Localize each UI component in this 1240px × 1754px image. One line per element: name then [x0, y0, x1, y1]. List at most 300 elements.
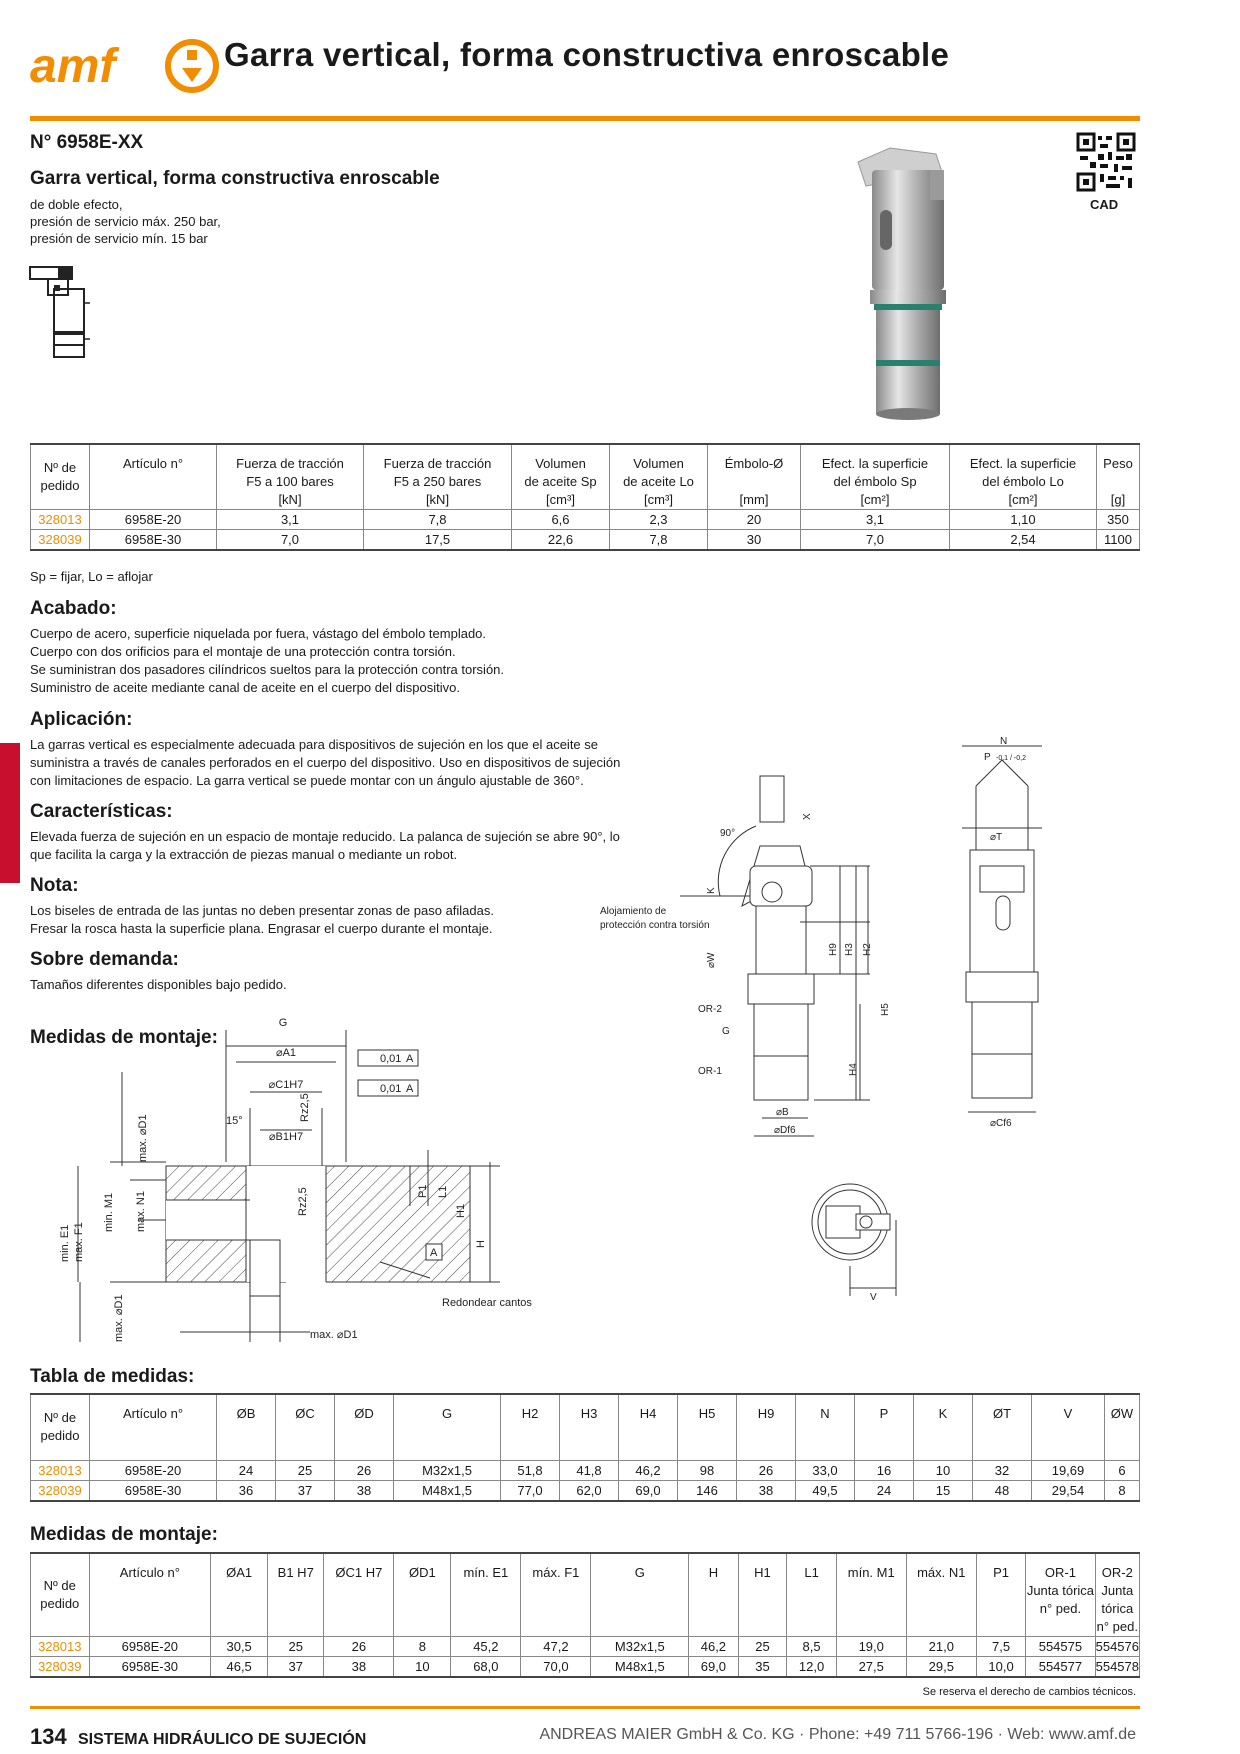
header-lines [1096, 1554, 1139, 1636]
footer-section: SISTEMA HIDRÁULICO DE SUJECIÓN [78, 1731, 367, 1748]
tolerance-datum-1: A [406, 1053, 414, 1065]
col-header [31, 444, 90, 510]
header-lines [801, 445, 949, 509]
table-cell: 554577 [1026, 1657, 1095, 1678]
col-header [973, 1394, 1032, 1460]
header-text: [cm²] [860, 492, 890, 507]
table-cell: 6,6 [512, 510, 610, 530]
legend-text: Sp = fijar, Lo = aflojar [30, 569, 153, 584]
header-text: Efect. la superficie [821, 456, 929, 471]
label-B: ⌀B [776, 1107, 789, 1118]
table-cell: 12,0 [787, 1657, 836, 1678]
section-body-nota [30, 902, 494, 938]
section-title-montaje: Medidas de montaje: [30, 1027, 218, 1048]
side-view-drawing [600, 736, 1140, 1136]
table-cell: 6958E-20 [90, 1460, 217, 1480]
table-cell: 1,10 [950, 510, 1097, 530]
header-text: ØC1 H7 [335, 1565, 383, 1580]
table-cell: 29,5 [906, 1657, 976, 1678]
label-H4: H4 [848, 1063, 859, 1076]
body-line: suministra a través de canales perforados en el cuerpo del dispositivo. Uso en dispositivos de sujeción [30, 755, 621, 770]
header-lines [364, 445, 511, 509]
col-header [211, 1553, 268, 1637]
header-lines [324, 1554, 393, 1582]
label-V: V [870, 1292, 877, 1303]
col-header [689, 1553, 738, 1637]
table-cell: 146 [678, 1480, 737, 1501]
label-OR2: OR-2 [698, 1004, 722, 1015]
table-cell: 7,0 [801, 530, 950, 551]
section-body-acabado [30, 625, 504, 697]
mounting-table [30, 1552, 1140, 1678]
label-B1: ⌀B1H7 [268, 1131, 304, 1143]
section-body-demanda [30, 976, 287, 994]
table-cell: 51,8 [501, 1460, 560, 1480]
header-lines [521, 1554, 590, 1582]
footer-notice: Se reserva el derecho de cambios técnicos. [922, 1686, 1136, 1698]
header-text [708, 473, 800, 491]
header-text: del émbolo Sp [833, 474, 917, 489]
header-text: [cm³] [644, 492, 673, 507]
qr-code-icon[interactable] [1076, 132, 1136, 192]
header-text: L1 [804, 1565, 819, 1580]
header-lines [512, 445, 609, 509]
col-header [217, 444, 364, 510]
col-header [364, 444, 512, 510]
header-lines [907, 1554, 976, 1582]
label-H2: H2 [862, 943, 873, 956]
table-cell: 8,5 [787, 1637, 836, 1657]
body-line: Cuerpo de acero, superficie niquelada por fuera, vástago del émbolo templado. [30, 626, 487, 641]
header-text: H4 [639, 1406, 657, 1421]
label-minM1: min. M1 [103, 1192, 115, 1232]
amf-logo-graphic [30, 38, 220, 94]
table-cell: 41,8 [560, 1460, 619, 1480]
table-cell: 33,0 [796, 1460, 855, 1480]
side-tab-marker [0, 743, 20, 883]
dimension-table [30, 1393, 1140, 1502]
header-lines [950, 445, 1096, 509]
amf-logo [30, 38, 220, 94]
header-lines [1097, 445, 1139, 509]
header-text: mín. M1 [847, 1565, 895, 1580]
body-line: Tamaños diferentes disponibles bajo pedido. [30, 977, 287, 992]
table-cell: 20 [708, 510, 801, 530]
section-title-nota: Nota: [30, 875, 79, 896]
body-line: Los biseles de entrada de las juntas no deben presentar zonas de paso afiladas. [30, 903, 494, 918]
header-text: OR-1 [1044, 1565, 1076, 1580]
label-rz-upper: Rz2,5 [299, 1093, 311, 1122]
label-angle15: 15° [226, 1115, 243, 1127]
label-angle90: 90° [720, 828, 736, 839]
table-cell: M48x1,5 [394, 1480, 501, 1501]
label-L1: L1 [437, 1185, 449, 1198]
header-text: ØT [992, 1406, 1012, 1421]
label-K: K [706, 887, 717, 894]
table-row [31, 530, 1140, 551]
mounting-drawing [50, 1012, 540, 1352]
header-text: de aceite Lo [623, 474, 694, 489]
header-text: del émbolo Lo [982, 474, 1064, 489]
col-header [31, 1553, 90, 1637]
col-header [855, 1394, 914, 1460]
table-cell: 10 [914, 1460, 973, 1480]
table-cell: 38 [335, 1480, 394, 1501]
svg-text:amf: amf [30, 40, 116, 93]
header-text: n° ped. [1096, 1619, 1138, 1634]
label-P1: P1 [417, 1184, 429, 1198]
product-table [30, 443, 1140, 551]
table-cell: 554578 [1095, 1657, 1139, 1678]
section-title-aplicacion: Aplicación: [30, 709, 133, 730]
col-header [737, 1394, 796, 1460]
label-N: N [1000, 736, 1008, 747]
table-cell: 8 [1105, 1480, 1140, 1501]
section-body-aplicacion [30, 736, 620, 790]
footer-company: ANDREAS MAIER GmbH & Co. KG · Phone: +49 711 5766-196 · Web: www.amf.de [539, 1726, 1136, 1743]
header-lines [451, 1554, 520, 1582]
table-cell: 26 [324, 1637, 394, 1657]
header-text: H3 [580, 1406, 598, 1421]
label-H9: H9 [828, 943, 839, 956]
order-number-link[interactable]: 328039 [31, 1480, 90, 1501]
col-header [394, 1553, 451, 1637]
label-rz-lower: Rz2,5 [297, 1187, 309, 1216]
col-header [836, 1553, 906, 1637]
table-cell: 7,5 [976, 1637, 1025, 1657]
order-number-link[interactable]: 328013 [31, 1460, 90, 1480]
table-cell: 48 [973, 1480, 1032, 1501]
label-alojamiento-1: Alojamiento de [600, 906, 667, 917]
header-rule [30, 116, 1140, 121]
section-title-acabado: Acabado: [30, 598, 117, 619]
label-P-tolerance: -0,1 / -0,2 [996, 755, 1026, 762]
label-C1: ⌀C1H7 [268, 1079, 304, 1091]
dim-table-title: Tabla de medidas: [30, 1366, 195, 1387]
tolerance-datum-2: A [406, 1083, 414, 1095]
label-alojamiento-2: protección contra torsión [600, 920, 710, 931]
header-lines [31, 1577, 89, 1613]
col-header [708, 444, 801, 510]
table-cell: 47,2 [521, 1637, 591, 1657]
label-H1: H1 [455, 1203, 467, 1218]
header-text: [cm³] [546, 492, 575, 507]
body-line: Se suministran dos pasadores cilíndricos sueltos para la protección contra torsión. [30, 662, 505, 677]
tolerance-value-2: 0,01 [380, 1083, 402, 1095]
label-A1: ⌀A1 [275, 1047, 297, 1059]
table-cell: 6958E-30 [89, 1657, 211, 1678]
desc-line: presión de servicio mín. 15 bar [30, 231, 208, 246]
header-text: B1 H7 [277, 1565, 314, 1580]
table-cell: 2,54 [950, 530, 1097, 551]
header-text [1097, 473, 1139, 491]
header-text: ØA1 [226, 1565, 253, 1580]
header-lines [268, 1554, 323, 1582]
label-C: ⌀Cf6 [990, 1118, 1012, 1129]
header-text: [mm] [739, 492, 769, 507]
table-cell: 30 [708, 530, 801, 551]
col-header [801, 444, 950, 510]
label-maxD1-lower: max. ⌀D1 [113, 1294, 125, 1342]
table-cell: 26 [335, 1460, 394, 1480]
table-cell: 68,0 [451, 1657, 521, 1678]
header-text: G [441, 1406, 453, 1421]
header-text: Efect. la superficie [969, 456, 1077, 471]
header-text: Fuerza de tracción [236, 456, 344, 471]
header-lines [708, 445, 800, 509]
header-text: ØB [236, 1406, 256, 1421]
header-text: Peso [1103, 456, 1133, 471]
table-cell: 554575 [1026, 1637, 1095, 1657]
table-cell: 46,2 [619, 1460, 678, 1480]
col-header [619, 1394, 678, 1460]
header-text: F5 a 100 bares [246, 474, 334, 489]
col-header [610, 444, 708, 510]
body-line: que facilita la carga y la extracción de piezas manual o mediante un robot. [30, 847, 458, 862]
label-D: ⌀Df6 [774, 1125, 796, 1136]
header-text: Artículo n° [119, 1565, 180, 1580]
body-line: La garras vertical es especialmente adecuada para dispositivos de sujeción en los que el aceite se [30, 737, 599, 752]
header-text: H9 [757, 1406, 775, 1421]
tolerance-value-1: 0,01 [380, 1053, 402, 1065]
header-text: ØD1 [409, 1565, 436, 1580]
header-text: P [879, 1406, 889, 1421]
table-cell: 19,69 [1032, 1460, 1105, 1480]
col-header [451, 1553, 521, 1637]
header-text: [kN] [278, 492, 302, 507]
header-text: H1 [754, 1565, 771, 1580]
label-T: ⌀T [990, 832, 1003, 843]
header-lines [591, 1554, 688, 1582]
header-lines [977, 1554, 1025, 1582]
header-text: K [938, 1406, 948, 1421]
label-maxF1: max. F1 [73, 1222, 85, 1262]
table-cell: 3,1 [217, 510, 364, 530]
table-cell: 24 [217, 1460, 276, 1480]
label-minE1: min. E1 [59, 1224, 71, 1262]
page-title: Garra vertical, forma constructiva enroscable [224, 36, 950, 73]
table-cell: 70,0 [521, 1657, 591, 1678]
header-lines [394, 1554, 450, 1582]
table-cell: 38 [324, 1657, 394, 1678]
header-text: P1 [993, 1565, 1009, 1580]
table-cell: 38 [737, 1480, 796, 1501]
header-text: OR-2 [1101, 1565, 1133, 1580]
table-row [31, 510, 1140, 530]
order-number-link[interactable]: 328039 [31, 530, 90, 551]
table-cell: 15 [914, 1480, 973, 1501]
col-header [335, 1394, 394, 1460]
table-cell: M32x1,5 [394, 1460, 501, 1480]
header-lines [787, 1554, 835, 1582]
label-redondear: Redondear cantos [442, 1297, 532, 1309]
table-cell: 45,2 [451, 1637, 521, 1657]
table-cell: 62,0 [560, 1480, 619, 1501]
table-cell: 554576 [1095, 1637, 1139, 1657]
order-number-link[interactable]: 328039 [31, 1657, 90, 1678]
header-lines [211, 1554, 267, 1582]
header-lines [90, 1554, 211, 1582]
order-number-link[interactable]: 328013 [31, 510, 90, 530]
label-maxD1-bottom: max. ⌀D1 [310, 1329, 358, 1341]
label-P: P [984, 752, 991, 763]
header-text: H2 [521, 1406, 539, 1421]
header-text: Volumen [535, 456, 586, 471]
col-header [31, 1394, 90, 1460]
table-cell: M32x1,5 [591, 1637, 689, 1657]
header-text: ØC [295, 1406, 315, 1421]
header-lines [217, 445, 363, 509]
header-text: Junta tórica [1026, 1583, 1095, 1598]
col-header [90, 1394, 217, 1460]
product-number: N° 6958E-XX [30, 132, 144, 153]
header-text: [cm²] [1008, 492, 1038, 507]
table-cell: 29,54 [1032, 1480, 1105, 1501]
header-text: mín. E1 [463, 1565, 509, 1580]
table-cell: 6958E-30 [90, 1480, 217, 1501]
header-text: Émbolo-Ø [724, 456, 784, 471]
col-header [276, 1394, 335, 1460]
table-cell: 36 [217, 1480, 276, 1501]
col-header [591, 1553, 689, 1637]
section-title-caracteristicas: Características: [30, 801, 173, 822]
table-cell: 27,5 [836, 1657, 906, 1678]
table-cell: 25 [268, 1637, 324, 1657]
table-cell: 2,3 [610, 510, 708, 530]
table-row [31, 1480, 1140, 1501]
table-cell: 35 [738, 1657, 787, 1678]
product-title: Garra vertical, forma constructiva enroscable [30, 168, 440, 189]
table-cell: 69,0 [689, 1657, 738, 1678]
table-cell: 7,8 [610, 530, 708, 551]
col-header [89, 1553, 211, 1637]
header-text: de aceite Sp [524, 474, 597, 489]
page-number: 134 [30, 1724, 67, 1749]
order-number-link[interactable]: 328013 [31, 1637, 90, 1657]
table-cell: 1100 [1097, 530, 1140, 551]
table-cell: 46,2 [689, 1637, 738, 1657]
col-header [976, 1553, 1025, 1637]
body-line: Elevada fuerza de sujeción en un espacio de montaje reducido. La palanca de sujeción se abre 90°, lo [30, 829, 620, 844]
header-text: H [708, 1565, 719, 1580]
col-header [738, 1553, 787, 1637]
table-cell: 16 [855, 1460, 914, 1480]
table-cell: 32 [973, 1460, 1032, 1480]
desc-line: de doble efecto, [30, 197, 123, 212]
table-cell: 6958E-20 [89, 1637, 211, 1657]
col-header [268, 1553, 324, 1637]
table-cell: 7,0 [217, 530, 364, 551]
header-text: Volumen [633, 456, 684, 471]
col-header [950, 444, 1097, 510]
product-photo [846, 140, 976, 420]
header-lines [739, 1554, 787, 1582]
header-text: Artículo n° [122, 456, 184, 471]
table-cell: 37 [268, 1657, 324, 1678]
col-header [501, 1394, 560, 1460]
table-cell: 46,5 [211, 1657, 268, 1678]
label-G: G [278, 1017, 288, 1029]
col-header [796, 1394, 855, 1460]
label-H5: H5 [880, 1003, 891, 1016]
header-text: Nº de pedido [40, 460, 80, 493]
col-header [1026, 1553, 1095, 1637]
header-lines [1026, 1554, 1094, 1618]
table-cell: 30,5 [211, 1637, 268, 1657]
body-line: Fresar la rosca hasta la superficie plana. Engrasar el cuerpo durante el montaje. [30, 921, 493, 936]
col-header [678, 1394, 737, 1460]
header-text: H5 [698, 1406, 716, 1421]
col-header [521, 1553, 591, 1637]
header-text: V [1063, 1406, 1073, 1421]
header-text: máx. F1 [532, 1565, 580, 1580]
label-OR1: OR-1 [698, 1066, 722, 1077]
table-cell: 98 [678, 1460, 737, 1480]
table-cell: 37 [276, 1480, 335, 1501]
desc-line: presión de servicio máx. 250 bar, [30, 214, 221, 229]
header-lines [689, 1554, 737, 1582]
col-header [787, 1553, 836, 1637]
datum-A: A [430, 1247, 438, 1259]
label-H3: H3 [844, 943, 855, 956]
table-cell: 350 [1097, 510, 1140, 530]
header-lines [610, 445, 707, 509]
table-cell: 25 [276, 1460, 335, 1480]
col-header [1032, 1394, 1105, 1460]
col-header [1095, 1553, 1139, 1637]
table-cell: 69,0 [619, 1480, 678, 1501]
body-line: Suministro de aceite mediante canal de aceite en el cuerpo del dispositivo. [30, 680, 460, 695]
col-header [914, 1394, 973, 1460]
header-text: G [634, 1565, 645, 1580]
col-header [324, 1553, 394, 1637]
col-header [512, 444, 610, 510]
col-header [217, 1394, 276, 1460]
table-cell: 77,0 [501, 1480, 560, 1501]
header-text: Nº de pedido [40, 1578, 80, 1611]
col-header [906, 1553, 976, 1637]
cad-label: CAD [1090, 197, 1119, 212]
footer-left [30, 1724, 366, 1750]
header-text: Fuerza de tracción [383, 456, 492, 471]
table-cell: 49,5 [796, 1480, 855, 1501]
col-header [1105, 1394, 1140, 1460]
section-title-demanda: Sobre demanda: [30, 949, 179, 970]
table-cell: 26 [737, 1460, 796, 1480]
table-cell: 3,1 [801, 510, 950, 530]
product-description [30, 196, 221, 247]
col-header [560, 1394, 619, 1460]
table-cell: 19,0 [836, 1637, 906, 1657]
header-text: ØW [1110, 1406, 1134, 1421]
body-line: con limitaciones de espacio. La garra vertical se puede montar con un ángulo ajustable de 360°. [30, 773, 584, 788]
table-row [31, 1460, 1140, 1480]
header-text: Nº de pedido [40, 1410, 80, 1444]
label-maxN1: max. N1 [135, 1191, 147, 1232]
table-cell: 8 [394, 1637, 451, 1657]
table-cell: 7,8 [364, 510, 512, 530]
table-cell: M48x1,5 [591, 1657, 689, 1678]
table-row [31, 1657, 1140, 1678]
table-cell: 6 [1105, 1460, 1140, 1480]
footer-rule [30, 1706, 1140, 1709]
label-G-side: G [722, 1026, 730, 1037]
col-header [1097, 444, 1140, 510]
table-cell: 22,6 [512, 530, 610, 551]
table-row [31, 1637, 1140, 1657]
table-cell: 6958E-30 [90, 530, 217, 551]
label-H: H [475, 1240, 487, 1248]
